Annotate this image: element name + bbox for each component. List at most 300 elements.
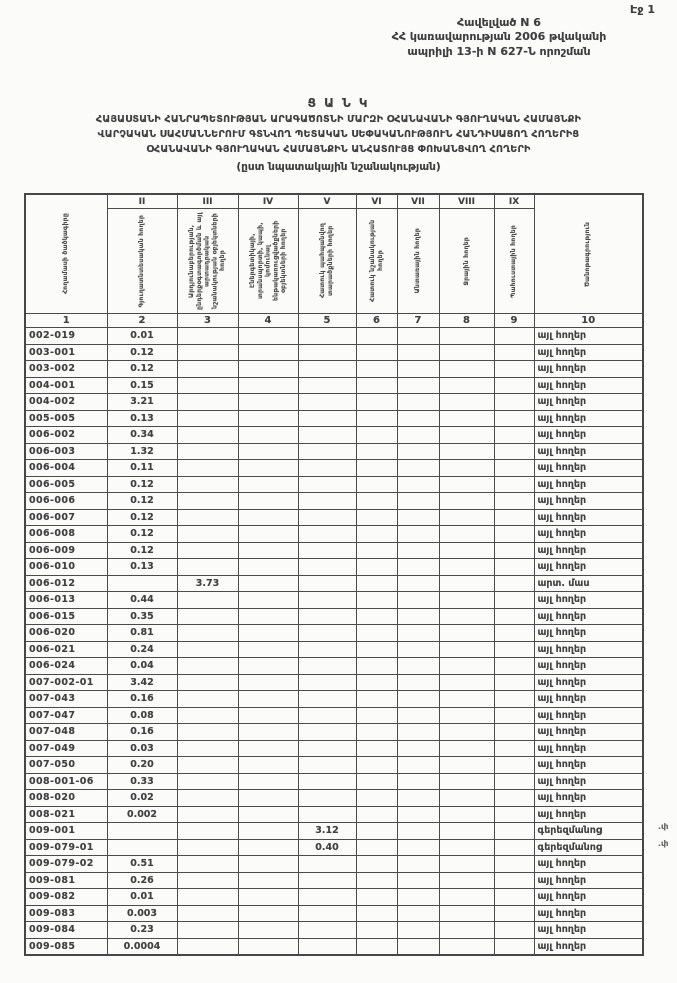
- table-cell-value-col2: 0.02: [107, 790, 177, 807]
- table-cell-value-col2: 0.12: [107, 526, 177, 543]
- table-cell-value-col9: [494, 773, 534, 790]
- table-cell-remark: այլ հողեր: [534, 377, 643, 394]
- table-cell-value-col2: 0.003: [107, 905, 177, 922]
- header-special-purpose: [356, 209, 397, 314]
- table-cell-remark: այլ հողեր: [534, 526, 643, 543]
- table-cell-value-col7: [397, 559, 439, 576]
- table-cell-remark: այլ հողեր: [534, 460, 643, 477]
- table-cell-value-col4: [238, 823, 298, 840]
- table-cell-remark: այլ հողեր: [534, 938, 643, 955]
- table-cell-value-col4: [238, 526, 298, 543]
- table-cell-value-col8: [439, 922, 494, 939]
- table-cell-value-col8: [439, 872, 494, 889]
- table-cell-value-col5: [298, 872, 356, 889]
- table-cell-value-col8: [439, 773, 494, 790]
- table-cell-value-col2: [107, 839, 177, 856]
- table-cell-value-col4: [238, 674, 298, 691]
- table-cell-value-col3: [177, 559, 238, 576]
- table-cell-value-col4: [238, 575, 298, 592]
- table-cell-value-col6: [356, 625, 397, 642]
- table-cell-value-col5: [298, 724, 356, 741]
- table-cell-value-col3: [177, 757, 238, 774]
- table-cell-parcel-code: 008-021: [25, 806, 107, 823]
- table-cell-value-col8: [439, 724, 494, 741]
- table-cell-remark: այլ հողեր: [534, 889, 643, 906]
- header-parcel-code: [25, 194, 107, 314]
- header-protected-areas-label: Հատուկ պահպանվող տարածքների հողեր: [319, 223, 334, 299]
- table-cell-value-col6: [356, 658, 397, 675]
- table-cell-parcel-code: 006-005: [25, 476, 107, 493]
- table-cell-value-col9: [494, 526, 534, 543]
- table-cell-value-col4: [238, 740, 298, 757]
- table-cell-value-col3: [177, 658, 238, 675]
- table-cell-value-col8: [439, 608, 494, 625]
- table-cell-value-col3: [177, 625, 238, 642]
- table-cell-value-col4: [238, 476, 298, 493]
- table-cell-value-col3: [177, 707, 238, 724]
- table-cell-value-col6: [356, 394, 397, 411]
- table-cell-parcel-code: 009-085: [25, 938, 107, 955]
- table-cell-value-col6: [356, 493, 397, 510]
- table-cell-remark: այլ հողեր: [534, 625, 643, 642]
- appendix-line-1: Հավելված N 6: [457, 16, 541, 29]
- table-cell-value-col4: [238, 922, 298, 939]
- roman-vi: VI: [356, 194, 397, 209]
- table-cell-parcel-code: 008-001-06: [25, 773, 107, 790]
- table-cell-value-col2: 0.01: [107, 328, 177, 345]
- table-cell-remark: այլ հողեր: [534, 509, 643, 526]
- table-cell-value-col2: 0.23: [107, 922, 177, 939]
- table-cell-value-col6: [356, 328, 397, 345]
- table-cell-remark: այլ հողեր: [534, 542, 643, 559]
- roman-numeral-row: [25, 194, 643, 209]
- table-row: [25, 377, 643, 394]
- table-cell-parcel-code: 009-082: [25, 889, 107, 906]
- table-cell-value-col3: [177, 377, 238, 394]
- table-cell-value-col5: [298, 427, 356, 444]
- roman-iii: III: [177, 194, 238, 209]
- table-cell-value-col3: [177, 509, 238, 526]
- table-cell-value-col8: [439, 575, 494, 592]
- table-cell-value-col5: [298, 806, 356, 823]
- table-cell-value-col9: [494, 691, 534, 708]
- table-cell-value-col6: [356, 839, 397, 856]
- table-cell-value-col4: [238, 509, 298, 526]
- table-cell-value-col4: [238, 773, 298, 790]
- table-cell-remark: այլ հողեր: [534, 773, 643, 790]
- table-row: [25, 443, 643, 460]
- table-cell-parcel-code: 006-013: [25, 592, 107, 609]
- table-cell-value-col7: [397, 757, 439, 774]
- table-cell-value-col9: [494, 344, 534, 361]
- table-cell-value-col3: [177, 344, 238, 361]
- table-cell-parcel-code: 007-050: [25, 757, 107, 774]
- table-cell-value-col6: [356, 691, 397, 708]
- table-cell-value-col2: 0.11: [107, 460, 177, 477]
- col-number-4: 4: [238, 314, 298, 328]
- table-cell-value-col6: [356, 806, 397, 823]
- table-cell-value-col2: 0.16: [107, 691, 177, 708]
- roman-vii: VII: [397, 194, 439, 209]
- table-cell-value-col7: [397, 823, 439, 840]
- table-cell-value-col3: [177, 740, 238, 757]
- table-cell-value-col7: [397, 625, 439, 642]
- table-row: [25, 394, 643, 411]
- table-row: [25, 592, 643, 609]
- table-cell-value-col6: [356, 823, 397, 840]
- table-cell-value-col7: [397, 575, 439, 592]
- table-cell-value-col6: [356, 674, 397, 691]
- table-cell-value-col7: [397, 427, 439, 444]
- table-cell-value-col7: [397, 443, 439, 460]
- col-number-10: 10: [534, 314, 643, 328]
- table-cell-value-col5: [298, 592, 356, 609]
- table-cell-value-col8: [439, 823, 494, 840]
- table-cell-value-col9: [494, 658, 534, 675]
- table-cell-value-col4: [238, 361, 298, 378]
- table-cell-value-col5: 0.40: [298, 839, 356, 856]
- roman-iv: IV: [238, 194, 298, 209]
- table-cell-value-col3: [177, 394, 238, 411]
- header-water-label: Ջրային հողեր: [462, 236, 470, 286]
- col-number-5: 5: [298, 314, 356, 328]
- table-cell-value-col3: [177, 823, 238, 840]
- table-row: [25, 641, 643, 658]
- col-number-7: 7: [397, 314, 439, 328]
- table-cell-value-col8: [439, 905, 494, 922]
- table-row: [25, 526, 643, 543]
- table-cell-value-col3: [177, 872, 238, 889]
- table-cell-value-col4: [238, 559, 298, 576]
- table-row: [25, 938, 643, 955]
- table-cell-value-col4: [238, 806, 298, 823]
- table-cell-parcel-code: 006-021: [25, 641, 107, 658]
- table-cell-parcel-code: 006-006: [25, 493, 107, 510]
- table-row: [25, 922, 643, 939]
- table-cell-remark: այլ հողեր: [534, 740, 643, 757]
- table-cell-value-col2: 0.20: [107, 757, 177, 774]
- table-cell-value-col9: [494, 592, 534, 609]
- table-cell-value-col2: 0.16: [107, 724, 177, 741]
- table-cell-value-col4: [238, 410, 298, 427]
- table-cell-value-col3: [177, 856, 238, 873]
- table-cell-value-col2: 0.33: [107, 773, 177, 790]
- table-cell-remark: գերեզմանոց: [534, 823, 643, 840]
- table-cell-value-col4: [238, 707, 298, 724]
- table-cell-value-col4: [238, 328, 298, 345]
- table-cell-parcel-code: 005-005: [25, 410, 107, 427]
- table-cell-value-col5: [298, 460, 356, 477]
- table-cell-value-col8: [439, 328, 494, 345]
- table-cell-value-col2: 0.12: [107, 344, 177, 361]
- table-cell-value-col8: [439, 526, 494, 543]
- table-cell-value-col5: [298, 922, 356, 939]
- table-cell-value-col4: [238, 938, 298, 955]
- table-cell-value-col9: [494, 427, 534, 444]
- header-energy-transport-label: Էներգետիկայի, տրանսպորտի, կապի, կոմունալ ենթակառուցվածքների օբյեկտների հողեր: [248, 220, 287, 302]
- table-cell-value-col2: 0.15: [107, 377, 177, 394]
- table-cell-value-col6: [356, 427, 397, 444]
- table-cell-value-col8: [439, 592, 494, 609]
- table-cell-parcel-code: 007-002-01: [25, 674, 107, 691]
- table-cell-value-col7: [397, 509, 439, 526]
- table-cell-parcel-code: 003-001: [25, 344, 107, 361]
- table-cell-value-col5: [298, 641, 356, 658]
- table-cell-remark: այլ հողեր: [534, 427, 643, 444]
- table-row: [25, 476, 643, 493]
- table-cell-value-col9: [494, 460, 534, 477]
- table-cell-parcel-code: 004-002: [25, 394, 107, 411]
- page-number: Էջ 1: [630, 3, 655, 16]
- table-cell-value-col7: [397, 410, 439, 427]
- table-row: [25, 493, 643, 510]
- table-cell-parcel-code: 006-004: [25, 460, 107, 477]
- table-cell-value-col9: [494, 724, 534, 741]
- table-cell-value-col6: [356, 361, 397, 378]
- table-row: [25, 658, 643, 675]
- roman-ii: II: [107, 194, 177, 209]
- table-row: [25, 724, 643, 741]
- table-row: [25, 806, 643, 823]
- table-row: [25, 773, 643, 790]
- table-cell-value-col8: [439, 740, 494, 757]
- table-cell-value-col9: [494, 806, 534, 823]
- table-cell-value-col2: 0.01: [107, 889, 177, 906]
- table-cell-value-col2: 0.12: [107, 476, 177, 493]
- table-cell-value-col8: [439, 674, 494, 691]
- table-cell-value-col5: [298, 625, 356, 642]
- table-cell-value-col3: [177, 608, 238, 625]
- table-cell-value-col2: 0.35: [107, 608, 177, 625]
- table-cell-value-col4: [238, 790, 298, 807]
- table-cell-value-col5: [298, 476, 356, 493]
- table-cell-value-col4: [238, 394, 298, 411]
- table-cell-value-col2: 3.42: [107, 674, 177, 691]
- table-cell-value-col5: [298, 790, 356, 807]
- table-cell-parcel-code: 007-049: [25, 740, 107, 757]
- table-cell-value-col6: [356, 757, 397, 774]
- table-cell-value-col7: [397, 608, 439, 625]
- table-cell-value-col4: [238, 460, 298, 477]
- table-cell-value-col3: [177, 905, 238, 922]
- table-cell-value-col3: [177, 493, 238, 510]
- table-cell-value-col9: [494, 509, 534, 526]
- appendix-line-2: ՀՀ կառավարության 2006 թվականի: [391, 30, 607, 44]
- table-cell-value-col2: 0.03: [107, 740, 177, 757]
- table-cell-value-col9: [494, 328, 534, 345]
- col-number-2: 2: [107, 314, 177, 328]
- land-parcels-table: [24, 193, 644, 956]
- table-cell-remark: այլ հողեր: [534, 707, 643, 724]
- table-cell-parcel-code: 009-079-01: [25, 839, 107, 856]
- margin-scan-mark: .փ: [658, 839, 669, 848]
- table-cell-value-col5: [298, 608, 356, 625]
- table-row: [25, 905, 643, 922]
- table-cell-value-col7: [397, 938, 439, 955]
- table-cell-value-col8: [439, 509, 494, 526]
- table-cell-value-col2: 0.44: [107, 592, 177, 609]
- table-cell-value-col9: [494, 394, 534, 411]
- table-cell-value-col4: [238, 443, 298, 460]
- table-cell-value-col2: 3.21: [107, 394, 177, 411]
- table-cell-value-col3: [177, 427, 238, 444]
- table-cell-value-col2: 0.12: [107, 361, 177, 378]
- table-cell-remark: այլ հողեր: [534, 724, 643, 741]
- table-cell-value-col9: [494, 856, 534, 873]
- column-numbers-row: [25, 314, 643, 328]
- table-row: [25, 542, 643, 559]
- table-cell-value-col8: [439, 361, 494, 378]
- table-cell-parcel-code: 006-020: [25, 625, 107, 642]
- table-cell-value-col7: [397, 361, 439, 378]
- table-cell-remark: այլ հողեր: [534, 691, 643, 708]
- table-cell-value-col3: [177, 922, 238, 939]
- table-row: [25, 707, 643, 724]
- table-cell-value-col5: [298, 773, 356, 790]
- title-line-1: ՀԱՅԱՍՏԱՆԻ ՀԱՆՐԱՊԵՏՈՒԹՅԱՆ ԱՐԱԳԱԾՈՏՆԻ ՄԱՐԶԻ ՕՀԱՆԱՎԱՆԻ ԳՅՈՒՂԱԿԱՆ ՀԱՄԱՅՆՔԻ: [95, 114, 582, 125]
- roman-viii: VIII: [439, 194, 494, 209]
- table-cell-value-col6: [356, 377, 397, 394]
- table-cell-value-col7: [397, 724, 439, 741]
- header-water: [439, 209, 494, 314]
- table-row: [25, 328, 643, 345]
- col-number-1: 1: [25, 314, 107, 328]
- table-cell-parcel-code: 007-048: [25, 724, 107, 741]
- table-cell-value-col6: [356, 707, 397, 724]
- header-remarks-label: Ծանոթագրություն: [584, 221, 592, 287]
- table-cell-value-col5: [298, 707, 356, 724]
- table-row: [25, 575, 643, 592]
- title-line-2: ՎԱՐՉԱԿԱՆ ՍԱՀՄԱՆՆԵՐՈՒՄ ԳՏՆՎՈՂ ՊԵՏԱԿԱՆ ՍԵՓԱԿԱՆՈՒԹՅՈՒՆ ՀԱՆԴԻՍԱՑՈՂ ՀՈՂԵՐԻՑ: [97, 128, 580, 140]
- table-cell-value-col6: [356, 542, 397, 559]
- margin-scan-mark: .փ: [658, 822, 669, 831]
- table-cell-remark: այլ հողեր: [534, 905, 643, 922]
- col-number-9: 9: [494, 314, 534, 328]
- table-cell-value-col7: [397, 707, 439, 724]
- table-cell-value-col8: [439, 559, 494, 576]
- table-cell-remark: արտ. մաս: [534, 575, 643, 592]
- table-cell-value-col9: [494, 625, 534, 642]
- table-cell-value-col7: [397, 476, 439, 493]
- table-cell-remark: այլ հողեր: [534, 592, 643, 609]
- header-special-purpose-label: Հատուկ նշանակության հողեր: [368, 219, 384, 303]
- header-reserve-label: Պահուստային հողեր: [510, 224, 518, 298]
- table-cell-value-col7: [397, 872, 439, 889]
- table-row: [25, 790, 643, 807]
- table-cell-parcel-code: 007-047: [25, 707, 107, 724]
- table-cell-value-col6: [356, 724, 397, 741]
- table-cell-parcel-code: 008-020: [25, 790, 107, 807]
- table-cell-value-col9: [494, 905, 534, 922]
- table-cell-value-col8: [439, 757, 494, 774]
- table-cell-value-col7: [397, 460, 439, 477]
- table-cell-value-col4: [238, 724, 298, 741]
- header-remarks: [534, 194, 643, 314]
- table-cell-value-col2: 0.51: [107, 856, 177, 873]
- table-cell-value-col9: [494, 823, 534, 840]
- table-cell-value-col6: [356, 790, 397, 807]
- table-cell-value-col6: [356, 608, 397, 625]
- table-cell-remark: այլ հողեր: [534, 559, 643, 576]
- table-cell-value-col3: [177, 773, 238, 790]
- table-cell-parcel-code: 006-003: [25, 443, 107, 460]
- table-cell-value-col9: [494, 839, 534, 856]
- table-cell-parcel-code: 006-024: [25, 658, 107, 675]
- table-cell-remark: այլ հողեր: [534, 344, 643, 361]
- table-cell-value-col4: [238, 344, 298, 361]
- table-cell-value-col4: [238, 839, 298, 856]
- table-cell-value-col7: [397, 889, 439, 906]
- table-row: [25, 427, 643, 444]
- table-cell-value-col6: [356, 938, 397, 955]
- header-agricultural: [107, 209, 177, 314]
- table-cell-value-col8: [439, 889, 494, 906]
- table-cell-parcel-code: 006-012: [25, 575, 107, 592]
- table-cell-value-col5: [298, 377, 356, 394]
- table-cell-value-col3: [177, 526, 238, 543]
- table-cell-value-col5: [298, 691, 356, 708]
- table-cell-value-col3: [177, 410, 238, 427]
- col-number-3: 3: [177, 314, 238, 328]
- table-cell-value-col2: 0.12: [107, 542, 177, 559]
- table-cell-value-col4: [238, 856, 298, 873]
- table-cell-value-col5: [298, 526, 356, 543]
- table-cell-value-col8: [439, 377, 494, 394]
- table-cell-value-col3: [177, 542, 238, 559]
- table-cell-value-col7: [397, 740, 439, 757]
- table-cell-parcel-code: 006-010: [25, 559, 107, 576]
- table-cell-value-col5: [298, 361, 356, 378]
- table-cell-remark: այլ հողեր: [534, 757, 643, 774]
- table-cell-value-col7: [397, 773, 439, 790]
- header-parcel-code-label: Հողամասի ծածկագիրը: [62, 213, 70, 295]
- table-cell-value-col5: [298, 575, 356, 592]
- table-cell-value-col3: [177, 443, 238, 460]
- table-cell-value-col8: [439, 493, 494, 510]
- table-cell-value-col2: 0.13: [107, 559, 177, 576]
- table-cell-value-col7: [397, 806, 439, 823]
- table-cell-value-col5: [298, 493, 356, 510]
- table-cell-value-col5: [298, 889, 356, 906]
- table-cell-value-col9: [494, 889, 534, 906]
- header-forest-label: Անտառային հողեր: [414, 228, 422, 294]
- table-cell-value-col5: [298, 328, 356, 345]
- table-cell-value-col6: [356, 922, 397, 939]
- table-cell-value-col6: [356, 592, 397, 609]
- table-cell-value-col9: [494, 575, 534, 592]
- table-cell-parcel-code: 009-081: [25, 872, 107, 889]
- table-cell-value-col2: 0.26: [107, 872, 177, 889]
- table-cell-value-col4: [238, 641, 298, 658]
- table-cell-remark: այլ հողեր: [534, 806, 643, 823]
- header-energy-transport: [238, 209, 298, 314]
- table-cell-value-col4: [238, 889, 298, 906]
- table-cell-value-col5: [298, 443, 356, 460]
- table-cell-value-col9: [494, 872, 534, 889]
- table-cell-value-col6: [356, 872, 397, 889]
- table-cell-value-col5: 3.12: [298, 823, 356, 840]
- table-cell-value-col7: [397, 856, 439, 873]
- table-cell-parcel-code: 006-008: [25, 526, 107, 543]
- col-number-6: 6: [356, 314, 397, 328]
- table-cell-value-col5: [298, 410, 356, 427]
- table-cell-value-col8: [439, 839, 494, 856]
- table-cell-value-col2: 0.24: [107, 641, 177, 658]
- table-cell-value-col5: [298, 559, 356, 576]
- table-cell-parcel-code: 006-002: [25, 427, 107, 444]
- table-cell-value-col8: [439, 625, 494, 642]
- table-cell-value-col8: [439, 806, 494, 823]
